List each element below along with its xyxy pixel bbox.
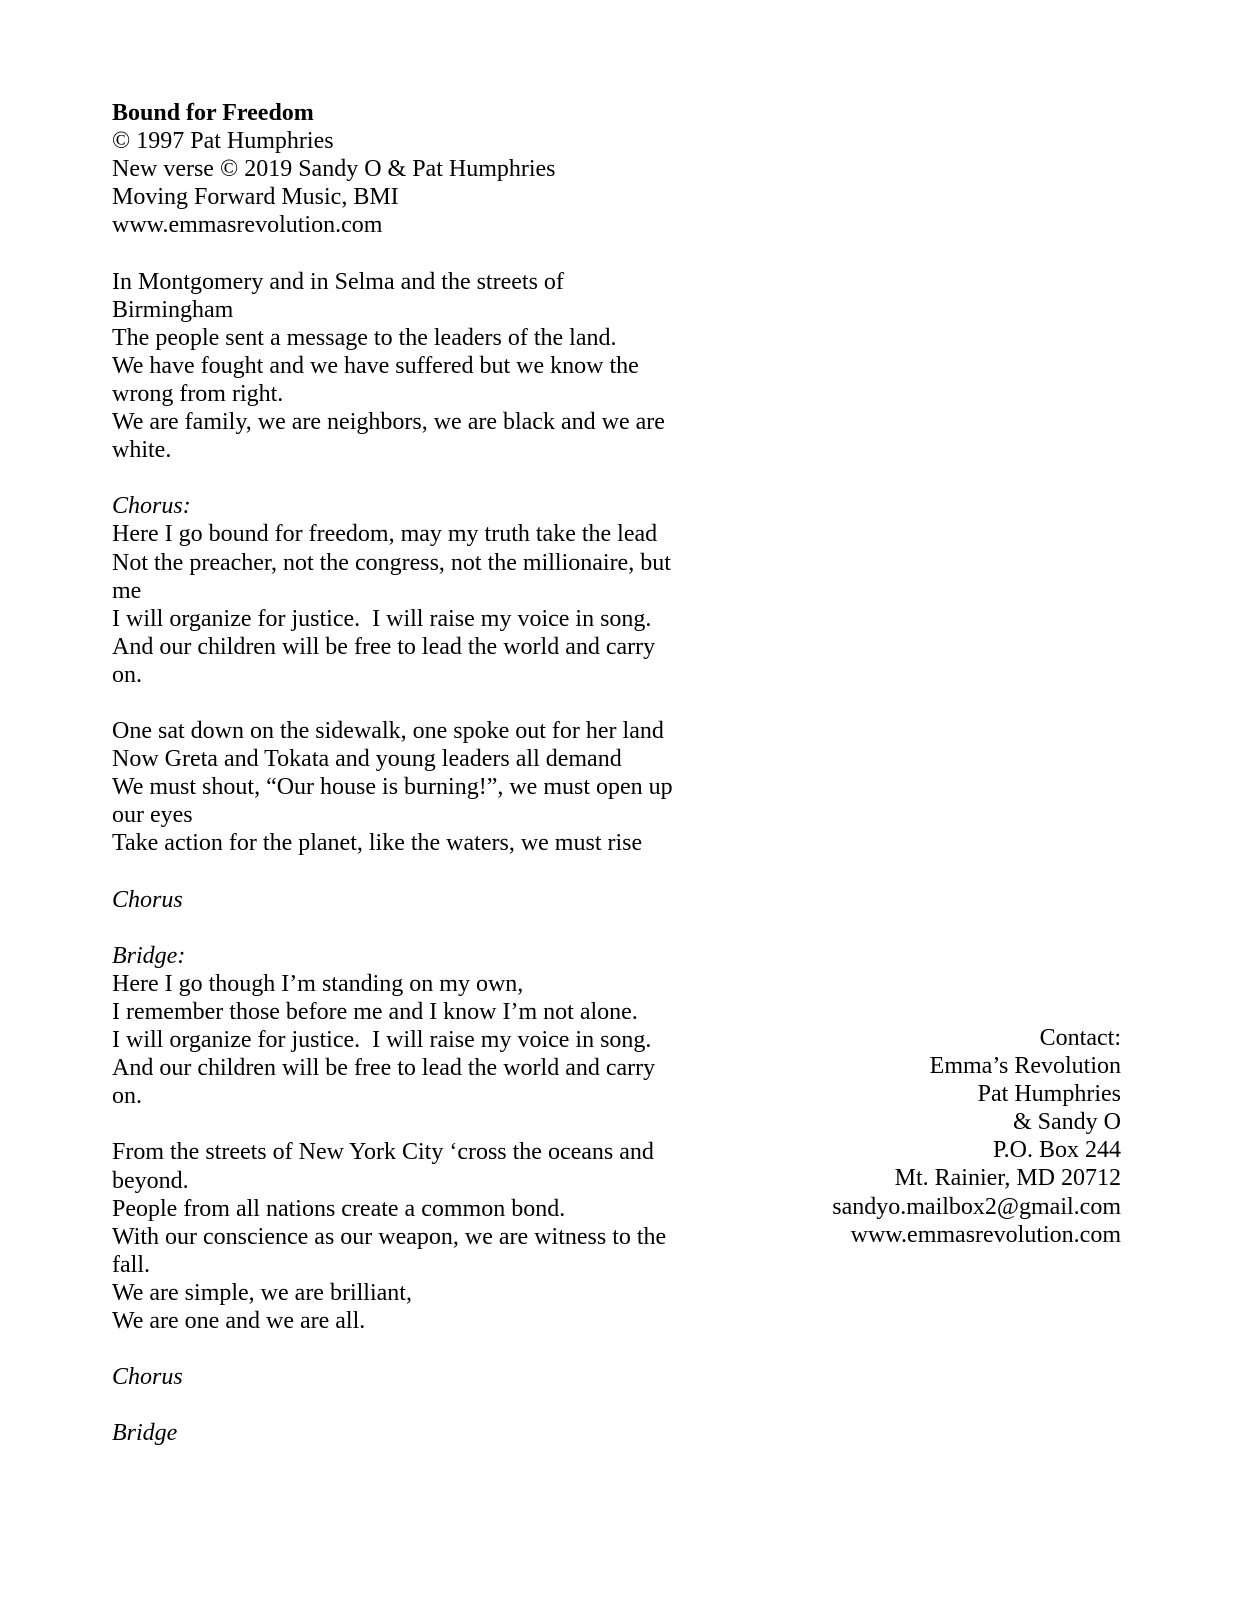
section-label: Bridge: — [112, 942, 186, 969]
lyric-line: We are one and we are all. — [112, 1308, 366, 1335]
lyric-line: beyond. — [112, 1167, 189, 1194]
lyric-line: We must shout, “Our house is burning!”, we must open up — [112, 774, 673, 801]
header-website-line: www.emmasrevolution.com — [112, 212, 383, 239]
lyric-line: me — [112, 577, 142, 604]
contact-line: sandyo.mailbox2@gmail.com — [832, 1193, 1121, 1220]
lyric-line: The people sent a message to the leaders of the land. — [112, 324, 617, 351]
lyric-section — [112, 886, 712, 914]
section-label: Chorus — [112, 886, 183, 913]
lyric-section — [112, 268, 712, 465]
copyright-line: © 1997 Pat Humphries — [112, 128, 334, 155]
lyric-line: One sat down on the sidewalk, one spoke out for her land — [112, 718, 664, 745]
header-block — [112, 99, 712, 239]
lyric-line: wrong from right. — [112, 380, 284, 407]
contact-line: Emma’s Revolution — [929, 1053, 1121, 1080]
lyric-line: From the streets of New York City ‘cross the oceans and — [112, 1139, 654, 1166]
lyric-line: I will organize for justice. I will raise my voice in song. — [112, 1027, 652, 1054]
new-verse-credit-line: New verse © 2019 Sandy O & Pat Humphries — [112, 156, 556, 183]
lyric-line: And our children will be free to lead the world and carry — [112, 633, 656, 660]
lyric-line: I remember those before me and I know I’m not alone. — [112, 999, 638, 1025]
lyrics-column — [112, 99, 712, 1448]
lyrics-sections — [112, 268, 712, 1448]
contact-lines — [832, 1052, 1121, 1249]
lyric-line: Take action for the planet, like the waters, we must rise — [112, 830, 643, 857]
lyric-line: Here I go bound for freedom, may my truth take the lead — [112, 521, 658, 548]
lyric-section — [112, 1138, 712, 1335]
lyric-line: fall. — [112, 1251, 150, 1278]
lyric-section — [112, 1419, 712, 1447]
contact-line: Pat Humphries — [977, 1081, 1121, 1108]
section-label: Chorus: — [112, 493, 191, 520]
contact-line: & Sandy O — [1013, 1109, 1121, 1136]
lyric-section — [112, 942, 712, 1111]
contact-label: Contact: — [1039, 1025, 1121, 1051]
section-label: Chorus — [112, 1364, 183, 1391]
lyric-line: We have fought and we have suffered but we know the — [112, 352, 639, 379]
lyric-line: With our conscience as our weapon, we are witness to the — [112, 1223, 667, 1250]
lyric-line: our eyes — [112, 802, 193, 829]
contact-line: Mt. Rainier, MD 20712 — [894, 1165, 1121, 1192]
lyric-line: on. — [112, 1083, 142, 1110]
lyric-line: Birmingham — [112, 296, 234, 323]
section-label: Bridge — [112, 1420, 178, 1447]
song-title: Bound for Freedom — [112, 100, 314, 126]
lyric-section — [112, 717, 712, 857]
lyric-line: We are family, we are neighbors, we are black and we are — [112, 409, 665, 436]
lyric-line: Now Greta and Tokata and young leaders all demand — [112, 746, 622, 773]
lyric-section — [112, 492, 712, 689]
lyric-line: We are simple, we are brilliant, — [112, 1279, 412, 1306]
contact-line: P.O. Box 244 — [992, 1137, 1121, 1164]
lyric-line: People from all nations create a common bond. — [112, 1195, 566, 1222]
lyric-line: on. — [112, 661, 142, 688]
contact-line: www.emmasrevolution.com — [850, 1221, 1121, 1248]
contact-block — [832, 1024, 1121, 1249]
lyric-line: Not the preacher, not the congress, not the millionaire, but — [112, 549, 671, 576]
lyric-line: I will organize for justice. I will raise my voice in song. — [112, 605, 652, 632]
lyric-line: In Montgomery and in Selma and the streets of — [112, 268, 564, 295]
lyric-section — [112, 1363, 712, 1391]
lyric-line: Here I go though I’m standing on my own, — [112, 970, 524, 997]
lyric-line: And our children will be free to lead the world and carry — [112, 1055, 656, 1082]
publisher-line: Moving Forward Music, BMI — [112, 184, 399, 211]
lyric-line: white. — [112, 437, 172, 464]
